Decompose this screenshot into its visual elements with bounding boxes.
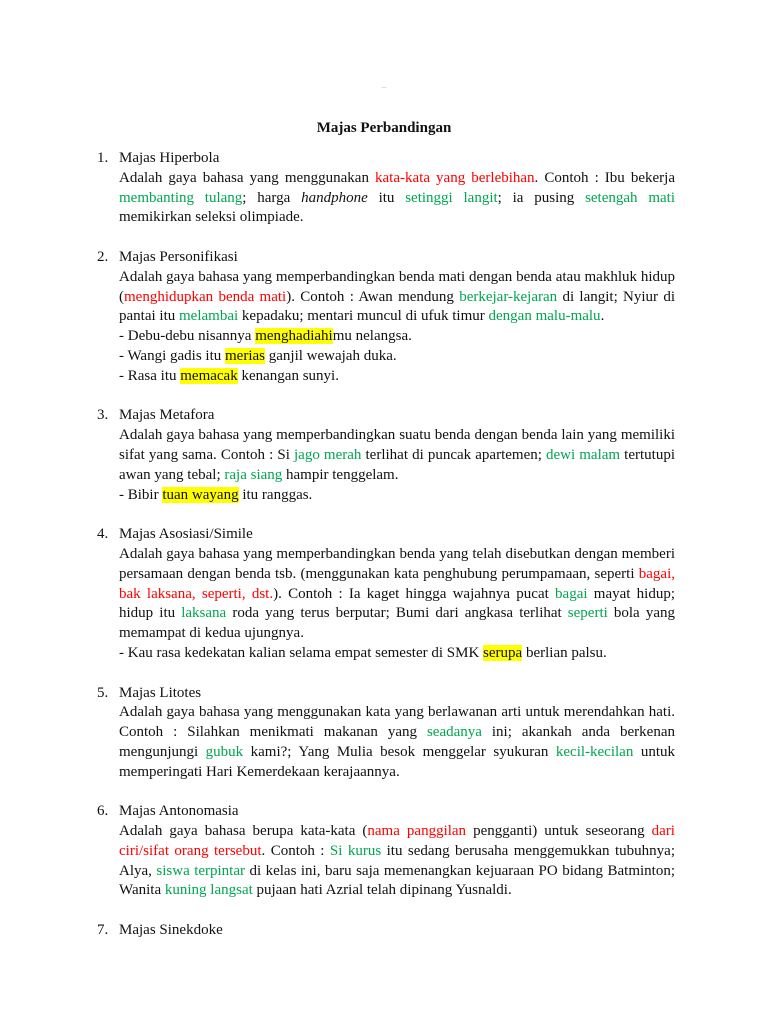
text-run: hampir tenggelam. xyxy=(282,466,399,483)
list-item-sinekdoke xyxy=(97,921,675,941)
text-run: mayat hidup; hidup itu xyxy=(119,585,675,622)
highlighted-word: menghadiahi xyxy=(255,328,333,345)
item-paragraph xyxy=(119,426,675,485)
item-paragraph xyxy=(119,822,675,901)
text-run: di kelas ini, baru saja memenangkan kejuaraan PO bidang Batminton; Wanita xyxy=(119,862,675,899)
text-run: - Debu-debu nisannya xyxy=(119,328,256,345)
green-example: melambai xyxy=(179,308,239,325)
green-example: kuning langsat xyxy=(164,882,253,899)
item-number: 7. xyxy=(97,922,109,939)
list-item-antonomasia xyxy=(97,802,675,901)
text-run: - Wangi gadis itu xyxy=(119,347,226,364)
green-example: jago merah xyxy=(294,446,362,463)
text-run: mu nelangsa. xyxy=(332,328,412,345)
item-paragraph xyxy=(119,268,675,327)
green-example: kecil-kecilan xyxy=(555,743,634,760)
text-run: untuk memperingati Hari Kemerdekaan kerajaannya. xyxy=(119,743,675,780)
text-run: pengganti) untuk seseorang xyxy=(466,823,652,840)
red-term: bagai, bak laksana, seperti, dst. xyxy=(119,565,675,602)
red-term: menghidupkan benda mati xyxy=(124,288,287,305)
text-run: roda yang terus berputar; Bumi dari angkasa terlihat xyxy=(226,605,568,622)
text-run: - Rasa itu xyxy=(119,367,181,384)
highlighted-word: tuan wayang xyxy=(162,486,239,503)
text-run: Adalah gaya bahasa yang menggunakan kata yang berlawanan arti untuk merendahkan hati. Contoh : Silahkan menikmati makanan yang xyxy=(119,704,675,741)
example-line xyxy=(119,367,675,387)
text-run: ; ia pusing xyxy=(497,189,586,206)
highlighted-word: merias xyxy=(225,347,265,364)
item-number: 6. xyxy=(97,803,109,820)
text-run: - Kau rasa kedekatan kalian selama empat semester di SMK xyxy=(119,644,484,661)
text-run: bola yang memampat di kedua ujungnya. xyxy=(119,605,675,642)
list-item-asosiasi xyxy=(97,525,675,664)
text-run: Adalah gaya bahasa yang memperbandingkan benda yang telah disebutkan dengan memberi persamaan dengan benda tsb. (menggunakan kata penghubung perumpamaan, seperti xyxy=(119,545,675,582)
item-number: 1. xyxy=(97,150,109,166)
list-item-hiperbola xyxy=(97,149,675,228)
text-run: Adalah gaya bahasa yang memperbandingkan benda mati dengan benda atau makhluk hidup ( xyxy=(119,268,675,305)
green-example: seperti xyxy=(567,605,608,622)
text-run: pujaan hati Azrial telah dipinang Yusnaldi. xyxy=(252,882,512,899)
majas-list xyxy=(97,149,675,941)
green-example: bagai xyxy=(555,585,588,602)
item-heading: Majas Personifikasi xyxy=(119,248,238,265)
item-body xyxy=(119,406,675,505)
text-run: Adalah gaya bahasa berupa kata-kata ( xyxy=(119,823,368,840)
red-term: nama panggilan xyxy=(367,823,467,840)
item-paragraph xyxy=(119,703,675,782)
green-example: setengah mati xyxy=(585,189,675,206)
green-example: seadanya xyxy=(426,724,482,741)
green-example: setinggi langit xyxy=(405,189,498,206)
text-run: - Bibir xyxy=(119,486,163,503)
item-heading: Majas Metafora xyxy=(119,407,215,424)
text-run: berlian palsu. xyxy=(522,644,607,661)
text-run: . Contoh : xyxy=(261,842,330,859)
red-term: kata-kata yang berlebihan xyxy=(375,169,535,186)
item-number: 4. xyxy=(97,526,109,543)
green-example: berkejar-kejaran xyxy=(459,288,558,305)
text-run: ganjil wewajah duka. xyxy=(265,347,397,364)
text-run: terlihat di puncak apartemen; xyxy=(361,446,546,463)
text-run: itu xyxy=(367,189,406,206)
item-heading: Majas Litotes xyxy=(119,684,202,701)
item-heading: Majas Sinekdoke xyxy=(119,922,223,939)
highlighted-word: memacak xyxy=(180,367,238,384)
green-example: membanting tulang xyxy=(119,189,243,206)
page-mark: — xyxy=(381,86,387,91)
example-line xyxy=(119,327,675,347)
example-line xyxy=(119,644,675,664)
text-run: itu sedang berusaha menggemukkan tubuhnya; Alya, xyxy=(119,842,675,879)
text-run: Adalah gaya bahasa yang memperbandingkan suatu benda dengan benda lain yang memiliki sifat yang sama. Contoh : Si xyxy=(119,427,675,463)
item-body xyxy=(119,802,675,901)
italic-term: handphone xyxy=(301,189,368,206)
list-item-litotes xyxy=(97,684,675,783)
text-run: . xyxy=(600,308,605,325)
page-title: Majas Perbandingan xyxy=(316,120,452,136)
text-run: di langit; Nyiur di pantai itu xyxy=(119,288,675,325)
text-run: ; harga xyxy=(242,189,302,206)
text-run: ini; akankah anda berkenan mengunjungi xyxy=(119,724,675,760)
text-run: itu ranggas. xyxy=(238,486,313,503)
item-paragraph xyxy=(119,545,675,644)
green-example: dewi malam xyxy=(546,446,621,463)
green-example: dengan malu-malu xyxy=(488,308,601,325)
item-number: 2. xyxy=(97,248,109,265)
item-body xyxy=(119,248,675,387)
text-run: kenangan sunyi. xyxy=(237,367,339,384)
text-run: ). Contoh : Awan mendung xyxy=(286,288,460,305)
item-number: 5. xyxy=(97,684,109,701)
item-heading: Majas Antonomasia xyxy=(119,803,239,820)
item-heading: Majas Hiperbola xyxy=(119,150,220,166)
item-body xyxy=(119,149,675,228)
green-example: laksana xyxy=(181,605,227,622)
item-body xyxy=(119,525,675,664)
text-run: Adalah gaya bahasa yang menggunakan xyxy=(119,169,376,186)
example-line xyxy=(119,347,675,367)
text-run: . Contoh : Ibu bekerja xyxy=(534,169,675,186)
red-term: dari ciri/sifat orang tersebut xyxy=(119,823,675,859)
text-run: kami?; Yang Mulia besok menggelar syukuran xyxy=(243,743,556,760)
item-body xyxy=(119,684,675,783)
list-item-metafora xyxy=(97,406,675,505)
green-example: Si kurus xyxy=(329,842,382,859)
text-run: tertutupi awan yang tebal; xyxy=(119,446,675,483)
highlighted-word: serupa xyxy=(483,644,523,661)
text-run: ). Contoh : Ia kaget hingga wajahnya pucat xyxy=(273,585,556,602)
item-number: 3. xyxy=(97,407,109,424)
green-example: siswa terpintar xyxy=(156,862,245,879)
list-item-personifikasi xyxy=(97,248,675,387)
text-run: memikirkan seleksi olimpiade. xyxy=(119,209,304,226)
item-heading: Majas Asosiasi/Simile xyxy=(119,526,253,543)
example-line xyxy=(119,486,675,506)
item-paragraph xyxy=(119,169,675,228)
item-body xyxy=(119,921,675,941)
green-example: raja siang xyxy=(224,466,283,483)
green-example: gubuk xyxy=(205,743,244,760)
text-run: kepadaku; mentari muncul di ufuk timur xyxy=(238,308,489,325)
